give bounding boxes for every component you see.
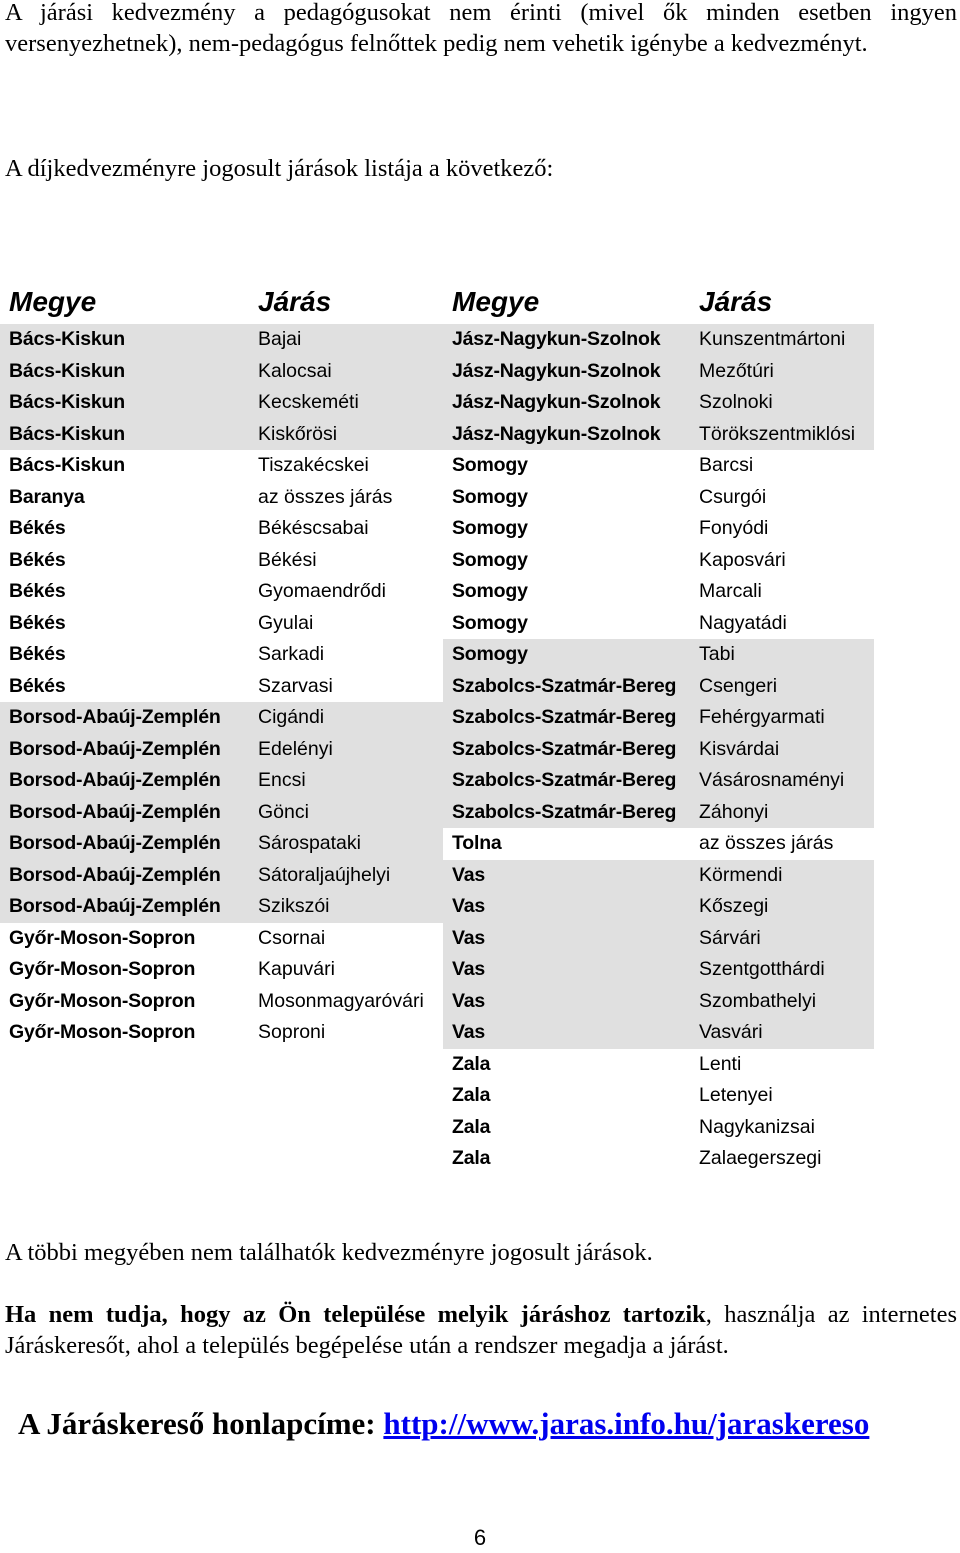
right-jaras-cell: Szombathelyi bbox=[690, 986, 874, 1018]
right-jaras-cell: Szolnoki bbox=[690, 387, 874, 419]
table-row bbox=[0, 482, 960, 514]
left-jaras-cell: Szikszói bbox=[249, 891, 443, 923]
right-jaras-cell: Csengeri bbox=[690, 671, 874, 703]
right-jaras-cell: Körmendi bbox=[690, 860, 874, 892]
table-row bbox=[0, 954, 960, 986]
left-jaras-cell: Szarvasi bbox=[258, 674, 333, 697]
table-row bbox=[0, 576, 960, 608]
left-megye-cell: Borsod-Abaúj-Zemplén bbox=[0, 891, 249, 923]
table-row bbox=[0, 923, 960, 955]
right-megye-cell: Somogy bbox=[452, 611, 528, 634]
left-megye-cell: Győr-Moson-Sopron bbox=[9, 926, 196, 949]
left-jaras-cell: Soproni bbox=[258, 1021, 326, 1043]
right-megye-cell: Somogy bbox=[452, 580, 528, 602]
left-jaras-cell: Kiskőrösi bbox=[249, 419, 443, 451]
table-row bbox=[0, 545, 960, 577]
table-row bbox=[0, 1017, 960, 1049]
help-text: , használja az internetes Járáskeresőt, ahol a település begépelése után a rendszer megadja a járást. bbox=[5, 1301, 957, 1359]
right-megye-cell: Szabolcs-Szatmár-Bereg bbox=[443, 765, 690, 797]
table-row bbox=[0, 387, 960, 419]
left-jaras-cell: Békéscsabai bbox=[258, 517, 369, 539]
left-megye-cell: Borsod-Abaúj-Zemplén bbox=[0, 797, 249, 829]
right-jaras-cell: Tabi bbox=[690, 639, 874, 671]
right-jaras-cell: Nagykanizsai bbox=[699, 1115, 815, 1138]
left-megye-cell: Borsod-Abaúj-Zemplén bbox=[0, 765, 249, 797]
right-megye-cell: Vas bbox=[443, 860, 690, 892]
left-megye-cell: Bács-Kiskun bbox=[0, 387, 249, 419]
table-row bbox=[0, 639, 960, 671]
left-megye-cell: Borsod-Abaúj-Zemplén bbox=[0, 860, 249, 892]
right-jaras-cell: Sárvári bbox=[690, 923, 874, 955]
table-row bbox=[0, 986, 960, 1018]
right-jaras-cell: Vásárosnaményi bbox=[690, 765, 874, 797]
left-jaras-cell: Sárospataki bbox=[249, 828, 443, 860]
left-jaras-cell: Cigándi bbox=[249, 702, 443, 734]
right-jaras-cell: Marcali bbox=[699, 580, 762, 602]
left-jaras-cell: Békési bbox=[258, 548, 317, 571]
url-line bbox=[18, 1404, 958, 1444]
header-jaras-left: Járás bbox=[258, 286, 332, 317]
right-megye-cell: Somogy bbox=[452, 517, 528, 539]
right-megye-cell: Jász-Nagykun-Szolnok bbox=[443, 356, 690, 388]
right-megye-cell: Zala bbox=[452, 1147, 491, 1169]
right-jaras-cell: Barcsi bbox=[699, 454, 754, 476]
right-megye-cell: Szabolcs-Szatmár-Bereg bbox=[443, 797, 690, 829]
left-jaras-cell: Tiszakécskei bbox=[258, 454, 369, 476]
district-table bbox=[0, 324, 960, 1175]
table-row bbox=[0, 324, 960, 356]
page-number: 6 bbox=[473, 1525, 487, 1550]
right-jaras-cell: Kunszentmártoni bbox=[690, 324, 874, 356]
left-jaras-cell: Gyomaendrődi bbox=[258, 580, 386, 602]
left-jaras-cell: Edelényi bbox=[249, 734, 443, 766]
table-row bbox=[0, 419, 960, 451]
right-megye-cell: Zala bbox=[452, 1052, 491, 1075]
left-jaras-cell: Gönci bbox=[249, 797, 443, 829]
left-jaras-cell: Mosonmagyaróvári bbox=[258, 989, 424, 1012]
right-jaras-cell: Zalaegerszegi bbox=[699, 1147, 822, 1169]
right-jaras-cell: Lenti bbox=[699, 1052, 742, 1075]
left-jaras-cell: Gyulai bbox=[258, 611, 314, 634]
table-row bbox=[0, 356, 960, 388]
jaraskereso-link[interactable]: http://www.jaras.info.hu/jaraskereso bbox=[383, 1406, 870, 1441]
right-megye-cell: Vas bbox=[443, 923, 690, 955]
right-jaras-cell: az összes járás bbox=[699, 832, 834, 854]
left-megye-cell: Bács-Kiskun bbox=[0, 356, 249, 388]
left-megye-cell: Bács-Kiskun bbox=[0, 324, 249, 356]
help-paragraph bbox=[5, 1299, 957, 1361]
right-megye-cell: Szabolcs-Szatmár-Bereg bbox=[443, 702, 690, 734]
left-megye-cell: Békés bbox=[9, 611, 66, 634]
list-intro-paragraph: A díjkedvezményre jogosult járások listája a következő: bbox=[5, 155, 554, 182]
right-megye-cell: Jász-Nagykun-Szolnok bbox=[443, 324, 690, 356]
left-megye-cell: Győr-Moson-Sopron bbox=[9, 989, 196, 1012]
right-megye-cell: Szabolcs-Szatmár-Bereg bbox=[443, 734, 690, 766]
left-megye-cell: Békés bbox=[9, 580, 66, 602]
right-jaras-cell: Törökszentmiklósi bbox=[690, 419, 874, 451]
right-megye-cell: Somogy bbox=[452, 485, 528, 508]
table-row bbox=[0, 608, 960, 640]
left-jaras-cell: Kapuvári bbox=[258, 958, 335, 980]
table-row bbox=[0, 702, 960, 734]
right-jaras-cell: Mezőtúri bbox=[690, 356, 874, 388]
right-jaras-cell: Nagyatádi bbox=[699, 611, 787, 634]
left-megye-cell: Békés bbox=[9, 643, 66, 665]
right-jaras-cell: Csurgói bbox=[699, 485, 767, 508]
left-megye-cell: Baranya bbox=[9, 485, 85, 508]
right-jaras-cell: Letenyei bbox=[699, 1084, 773, 1106]
left-jaras-cell: Kecskeméti bbox=[249, 387, 443, 419]
table-row bbox=[0, 1080, 960, 1112]
right-megye-cell: Vas bbox=[443, 954, 690, 986]
right-megye-cell: Vas bbox=[443, 1017, 690, 1049]
left-jaras-cell: Sátoraljaújhelyi bbox=[249, 860, 443, 892]
right-megye-cell: Somogy bbox=[452, 454, 528, 476]
left-megye-cell: Borsod-Abaúj-Zemplén bbox=[0, 702, 249, 734]
right-megye-cell: Jász-Nagykun-Szolnok bbox=[443, 419, 690, 451]
table-row bbox=[0, 1049, 960, 1081]
left-jaras-cell: Encsi bbox=[249, 765, 443, 797]
table-row bbox=[0, 1143, 960, 1175]
left-megye-cell: Borsod-Abaúj-Zemplén bbox=[0, 828, 249, 860]
table-row bbox=[0, 734, 960, 766]
left-jaras-cell: Bajai bbox=[249, 324, 443, 356]
left-megye-cell: Bács-Kiskun bbox=[9, 454, 125, 476]
left-megye-cell: Győr-Moson-Sopron bbox=[9, 958, 196, 980]
right-jaras-cell: Kisvárdai bbox=[690, 734, 874, 766]
table-row bbox=[0, 860, 960, 892]
table-row bbox=[0, 765, 960, 797]
right-megye-cell: Zala bbox=[452, 1084, 491, 1106]
table-row bbox=[0, 513, 960, 545]
table-row bbox=[0, 828, 960, 860]
right-jaras-cell: Szentgotthárdi bbox=[690, 954, 874, 986]
intro-paragraph: A járási kedvezmény a pedagógusokat nem érinti (mivel ők minden esetben ingyen versenyezhetnek), nem-pedagógus felnőttek pedig nem vehetik igénybe a kedvezményt. bbox=[5, 0, 957, 57]
table-row bbox=[0, 797, 960, 829]
right-jaras-cell: Záhonyi bbox=[690, 797, 874, 829]
right-megye-cell: Jász-Nagykun-Szolnok bbox=[443, 387, 690, 419]
right-jaras-cell: Kőszegi bbox=[690, 891, 874, 923]
header-megye-right: Megye bbox=[452, 286, 540, 317]
table-row bbox=[0, 671, 960, 703]
table-row bbox=[0, 1112, 960, 1144]
left-megye-cell: Győr-Moson-Sopron bbox=[9, 1021, 196, 1043]
table-row bbox=[0, 450, 960, 482]
left-megye-cell: Bács-Kiskun bbox=[0, 419, 249, 451]
left-jaras-cell: Csornai bbox=[258, 926, 326, 949]
right-megye-cell: Somogy bbox=[452, 548, 528, 571]
left-megye-cell: Borsod-Abaúj-Zemplén bbox=[0, 734, 249, 766]
header-megye-left: Megye bbox=[9, 286, 97, 317]
right-megye-cell: Tolna bbox=[452, 832, 502, 854]
left-megye-cell: Békés bbox=[9, 517, 66, 539]
right-jaras-cell: Fonyódi bbox=[699, 517, 769, 539]
right-megye-cell: Somogy bbox=[443, 639, 690, 671]
left-jaras-cell: Sarkadi bbox=[258, 643, 325, 665]
header-jaras-right: Járás bbox=[699, 286, 773, 317]
url-label: A Járáskereső honlapcíme: bbox=[18, 1406, 384, 1441]
right-jaras-cell: Fehérgyarmati bbox=[690, 702, 874, 734]
table-row bbox=[0, 891, 960, 923]
left-jaras-cell: az összes járás bbox=[258, 485, 393, 508]
help-bold-text: Ha nem tudja, hogy az Ön települése melyik járáshoz tartozik bbox=[5, 1301, 706, 1328]
left-megye-cell: Békés bbox=[9, 674, 66, 697]
right-megye-cell: Vas bbox=[443, 986, 690, 1018]
right-jaras-cell: Vasvári bbox=[690, 1017, 874, 1049]
right-megye-cell: Vas bbox=[443, 891, 690, 923]
left-jaras-cell: Kalocsai bbox=[249, 356, 443, 388]
rest-note: A többi megyében nem találhatók kedvezményre jogosult járások. bbox=[5, 1239, 653, 1266]
right-megye-cell: Zala bbox=[452, 1115, 491, 1138]
left-megye-cell: Békés bbox=[9, 548, 66, 571]
right-megye-cell: Szabolcs-Szatmár-Bereg bbox=[443, 671, 690, 703]
right-jaras-cell: Kaposvári bbox=[699, 548, 786, 571]
